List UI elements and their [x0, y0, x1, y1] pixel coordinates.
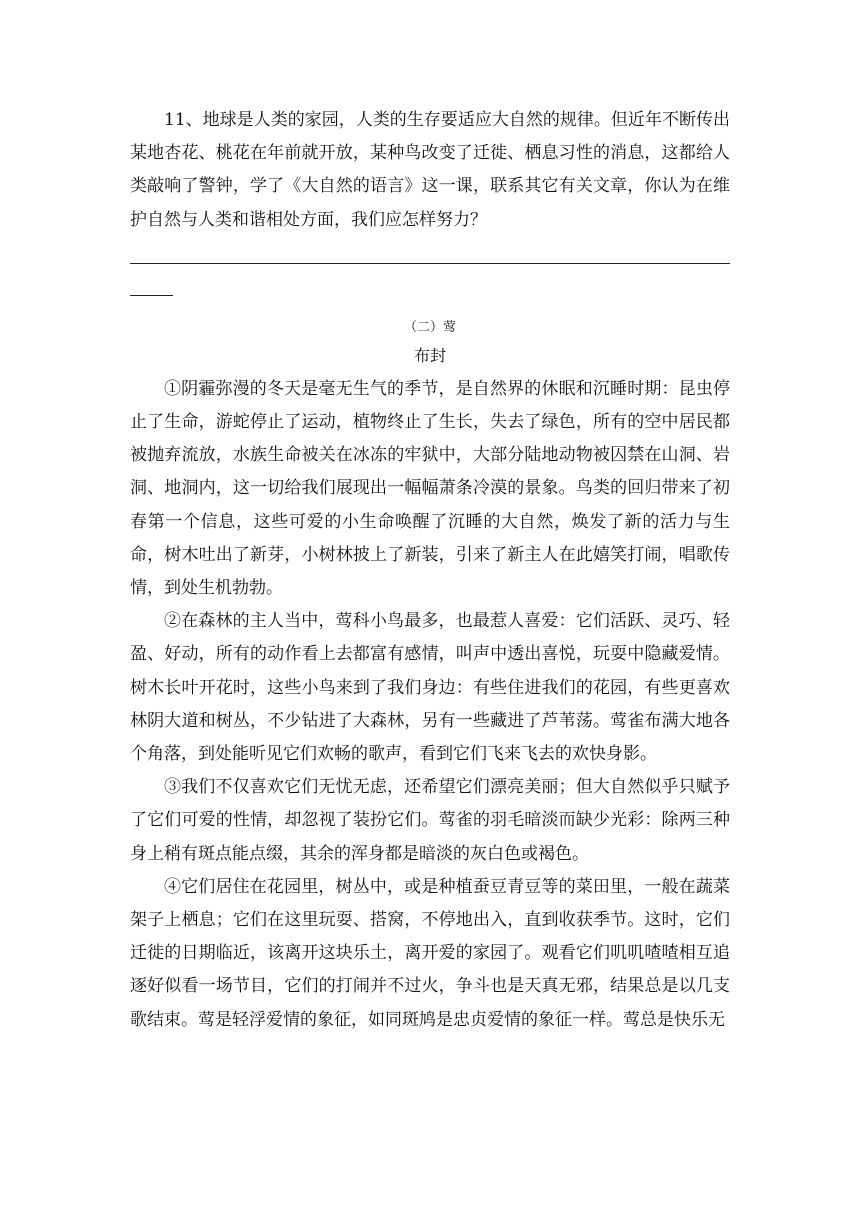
paragraph-3: ③我们不仅喜欢它们无忧无虑，还希望它们漂亮美丽；但大自然似乎只赋予了它们可爱的性情，却忽视了装扮它们。莺雀的羽毛暗淡而缺少光彩：除两三种身上稍有斑点能点缀，其余的浑身都是暗淡的灰白色或褐色。: [130, 777, 730, 864]
paragraph-1: ①阴霾弥漫的冬天是毫无生气的季节，是自然界的休眠和沉睡时期：昆虫停止了生命，游蛇停止了运动，植物终止了生长，失去了绿色，所有的空中居民都被抛弃流放，水族生命被关在冰冻的牢狱中，大部分陆地动物被囚禁在山洞、岩洞、地洞内，这一切给我们展现出一幅幅萧条冷漠的景象。鸟类的回归带来了初春第一个信息，这些可爱的小生命唤醒了沉睡的大自然，焕发了新的活力与生命，树木吐出了新芽，小树林披上了新装，引来了新主人在此嬉笑打闹，唱歌传情，到处生机勃勃。: [130, 378, 730, 599]
article-body: [130, 373, 730, 1037]
paragraph-4: ④它们居住在花园里，树丛中，或是种植蚕豆青豆等的菜田里，一般在蔬菜架子上栖息；它们在这里玩耍、搭窝，不停地出入，直到收获季节。这时，它们迁徙的日期临近，该离开这块乐土，离开爱的家园了。观看它们叽叽喳喳相互追逐好似看一场节目，它们的打闹并不过火，争斗也是天真无邪，结果总是以几支歌结束。莺是轻浮爱情的象征，如同斑鸠是忠贞爱情的象征一样。莺总是快乐无: [130, 876, 730, 1030]
answer-blank[interactable]: [130, 237, 730, 303]
question-11: 11、地球是人类的家园，人类的生存要适应大自然的规律。但近年不断传出某地杏花、桃花在年前就开放，某种鸟改变了迁徙、栖息习性的消息，这都给人类敲响了警钟，学了《大自然的语言》这一课，联系其它有关文章，你认为在维护自然与人类和谐相处方面，我们应怎样努力？: [130, 110, 730, 230]
answer-line-full: [130, 263, 730, 264]
paragraph-2: ②在森林的主人当中，莺科小鸟最多，也最惹人喜爱：它们活跃、灵巧、轻盈、好动，所有的动作看上去都富有感情，叫声中透出喜悦，玩耍中隐藏爱情。树木长叶开花时，这些小鸟来到了我们身边：有些住进我们的花园，有些更喜欢林阴大道和树丛，不少钻进了大森林，另有一些藏进了芦苇荡。莺雀布满大地各个角落，到处能听见它们欢畅的歌声，看到它们飞来飞去的欢快身影。: [130, 611, 730, 765]
document-page: [130, 104, 730, 1037]
article-author: 布封: [413, 345, 446, 365]
section-title: （二）莺: [403, 319, 456, 335]
answer-line-short: [130, 295, 173, 296]
